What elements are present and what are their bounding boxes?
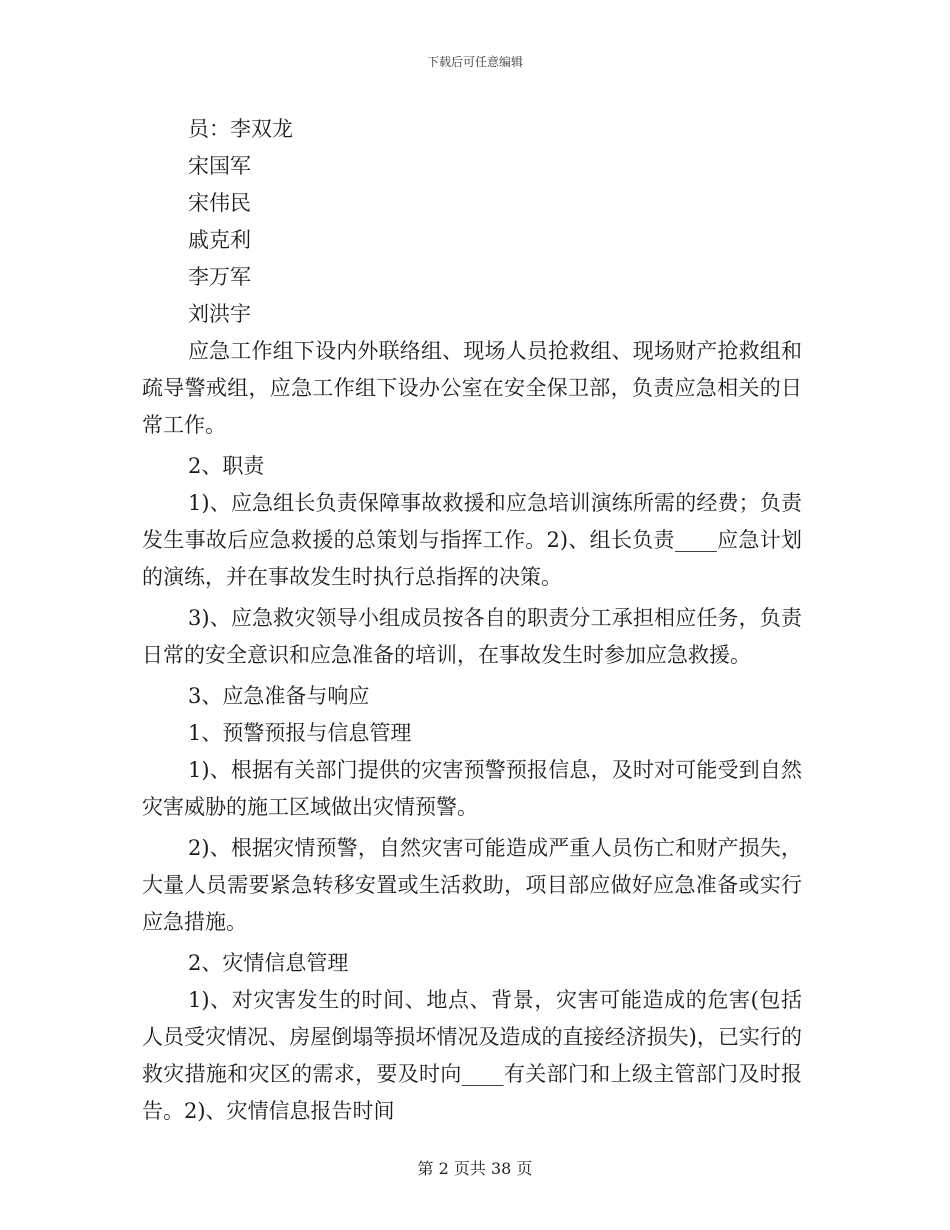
section-heading-warning: 1、预警预报与信息管理 [188,721,412,745]
paragraph-leader-duties: 1)、应急组长负责保障事故救援和应急培训演练所需的经费；负责发生事故后应急救援的总策划与指挥工作。2)、组长负责____应急计划的演练，并在事故发生时执行总指挥的决策。 [142,491,802,589]
member-line: 刘洪宇 [188,302,251,326]
document-body [142,111,802,1130]
member-line: 戚克利 [188,228,251,252]
page-header: 下载后可任意编辑 [426,55,523,69]
section-heading-disaster-info: 2、灾情信息管理 [188,951,349,975]
paragraph-member-duties: 3)、应急救灾领导小组成员按各自的职责分工承担相应任务，负责日常的安全意识和应急准备的培训，在事故发生时参加应急救援。 [142,606,802,667]
section-heading-preparation: 3、应急准备与响应 [188,684,370,708]
paragraph-disaster-report: 1)、对灾害发生的时间、地点、背景，灾害可能造成的危害(包括人员受灾情况、房屋倒塌等损坏情况及造成的直接经济损失)，已实行的救灾措施和灾区的需求，要及时向____有关部门和上级主管部门及时报告。2)、灾情信息报告时间 [142,988,802,1123]
section-heading-duties: 2、职责 [188,454,265,478]
member-line: 员：李双龙 [188,117,293,141]
member-line: 宋伟民 [188,191,251,215]
paragraph-disaster-warning: 2)、根据灾情预警，自然灾害可能造成严重人员伤亡和财产损失，大量人员需要紧急转移安置或生活救助，项目部应做好应急准备或实行应急措施。 [142,836,802,934]
paragraph-warning-info: 1)、根据有关部门提供的灾害预警预报信息，及时对可能受到自然灾害威胁的施工区域做出灾情预警。 [142,758,802,819]
member-line: 宋国军 [188,154,251,178]
paragraph-working-group: 应急工作组下设内外联络组、现场人员抢救组、现场财产抢救组和疏导警戒组，应急工作组下设办公室在安全保卫部，负责应急相关的日常工作。 [142,339,802,437]
page-footer: 第 2 页共 38 页 [417,1159,533,1178]
member-line: 李万军 [188,265,251,289]
